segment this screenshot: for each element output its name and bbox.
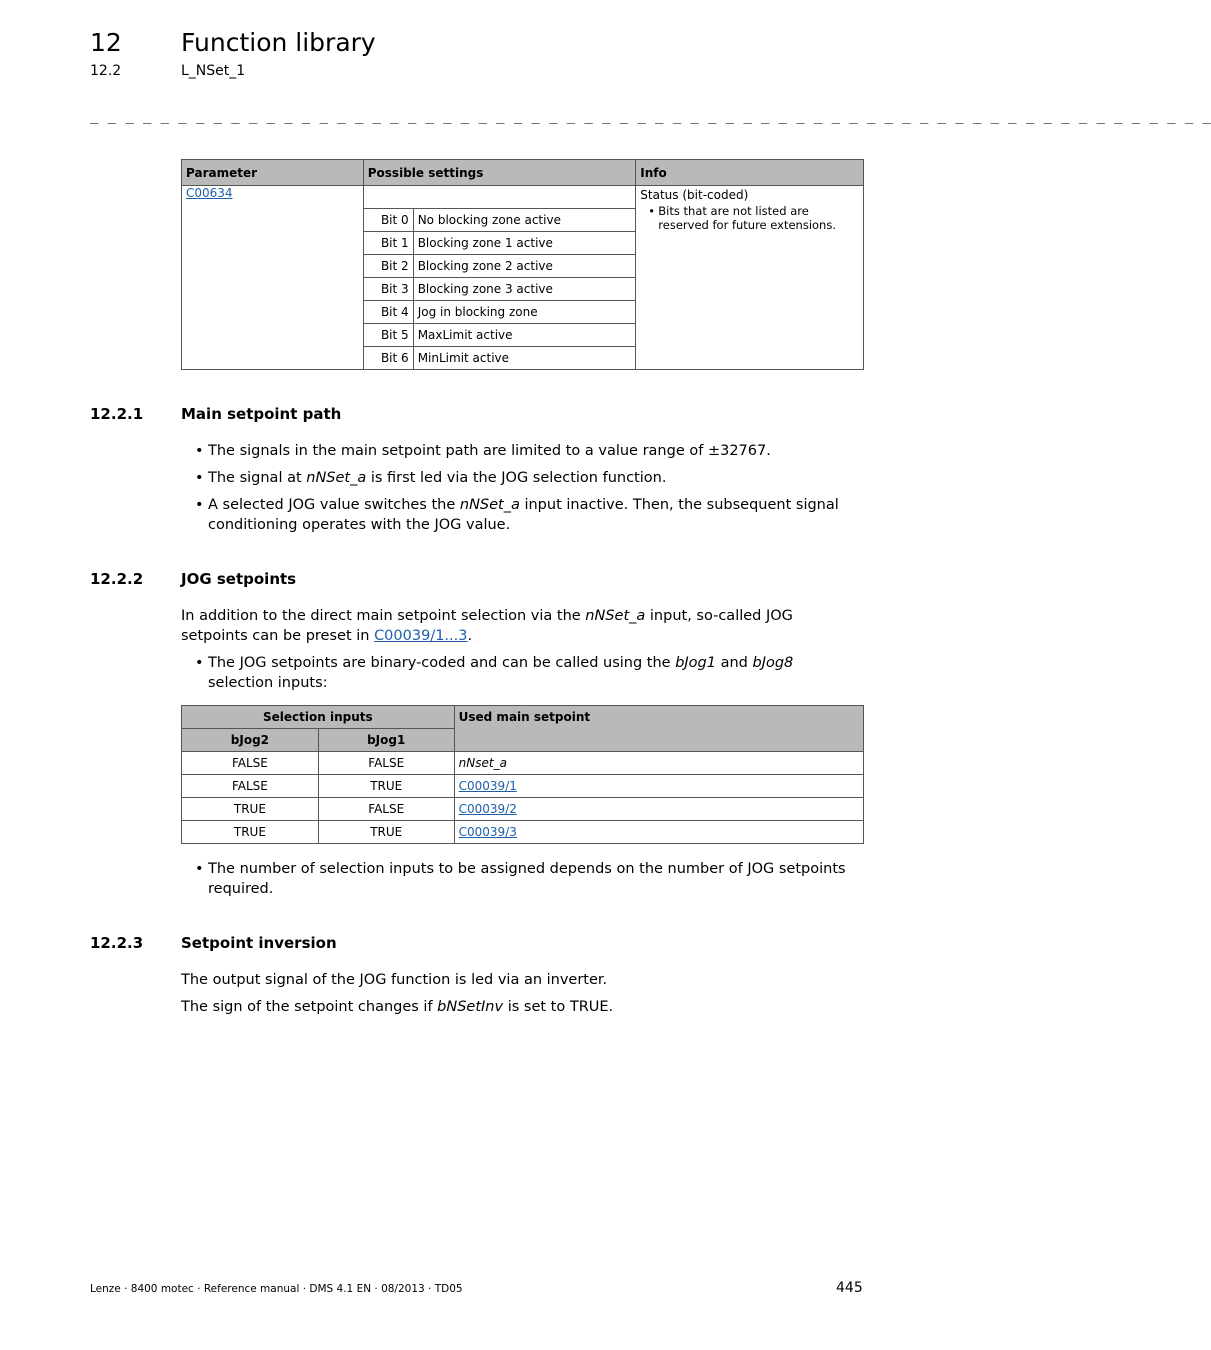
info-bullet: • Bits that are not listed are reserved for future extensions. [658,204,859,232]
subsection-title: Setpoint inversion [181,934,337,952]
parameter-link[interactable]: C00634 [186,186,233,200]
header-parameter: Parameter [182,160,364,186]
bit-desc: Blocking zone 3 active [413,278,636,301]
info-title: Status (bit-coded) [640,188,749,202]
settings-blank [363,186,636,209]
footer-text: Lenze · 8400 motec · Reference manual · DMS 4.1 EN · 08/2013 · TD05 [90,1283,463,1295]
subsection-number: 12.2.1 [90,405,144,423]
bit-label: Bit 6 [363,347,413,370]
subsection-title: JOG setpoints [181,570,297,588]
bullet-list [181,441,863,542]
bit-label: Bit 5 [363,324,413,347]
bit-label: Bit 2 [363,255,413,278]
table-row: FALSE TRUE C00039/1 [182,775,864,798]
table-row: FALSE FALSE nNset_a [182,752,864,775]
bit-desc: Jog in blocking zone [413,301,636,324]
jog-table [181,705,864,844]
header-used-setpoint: Used main setpoint [454,706,863,752]
header-possible-settings: Possible settings [363,160,636,186]
header-selection-inputs: Selection inputs [182,706,455,729]
bit-desc: Blocking zone 1 active [413,232,636,255]
list-item: • The signal at nNSet_a is first led via the JOG selection function. [181,468,863,488]
parameter-cell [182,186,364,370]
list-item: • The signals in the main setpoint path are limited to a value range of ±32767. [181,441,863,461]
chapter-title: Function library [181,28,376,57]
list-item: • The number of selection inputs to be assigned depends on the number of JOG setpoints required. [181,859,863,899]
paragraph: In addition to the direct main setpoint selection via the nNSet_a input, so-called JOG setpoints can be preset in C00039/1...3. [181,608,793,644]
list-item: • The JOG setpoints are binary-coded and can be called using the bJog1 and bJog8 selection inputs: [181,653,863,693]
chapter-number: 12 [90,28,122,57]
table-row: TRUE TRUE C00039/3 [182,821,864,844]
bit-label: Bit 3 [363,278,413,301]
info-list [640,204,859,232]
subsection-number: 12.2.3 [90,934,144,952]
bit-desc: No blocking zone active [413,209,636,232]
bullet-list [181,859,863,906]
header-info: Info [636,160,864,186]
setpoint-link[interactable]: C00039/3 [458,825,517,839]
page-number: 445 [836,1280,863,1296]
setpoint-link[interactable]: C00039/1 [458,779,517,793]
parameter-table [181,159,864,370]
subsection-title: Main setpoint path [181,405,342,423]
bit-desc: MaxLimit active [413,324,636,347]
bit-label: Bit 4 [363,301,413,324]
section-title: L_NSet_1 [181,63,246,79]
bit-label: Bit 0 [363,209,413,232]
bullet-list [181,653,863,700]
header-bjog1: bJog1 [318,729,454,752]
paragraph: The sign of the setpoint changes if bNSetInv is set to TRUE. [181,999,614,1015]
header-separator: _ _ _ _ _ _ _ _ _ _ _ _ _ _ _ _ _ _ _ _ _ _ _ _ _ _ _ _ _ _ _ _ _ _ _ _ _ _ _ _ _ _ _ _ _ _ _ _ _ _ _ _ _ _ _ _ _ _ _ _ _ _ _ _ [90,108,1211,124]
table-row: TRUE FALSE C00039/2 [182,798,864,821]
setpoint-value: nNset_a [458,756,507,770]
setpoint-link[interactable]: C00039/2 [458,802,517,816]
paragraph: The output signal of the JOG function is led via an inverter. [181,972,608,988]
bit-label: Bit 1 [363,232,413,255]
section-number: 12.2 [90,63,122,79]
info-cell [636,186,864,370]
jog-setpoint-link[interactable]: C00039/1...3 [374,628,468,644]
header-bjog2: bJog2 [182,729,319,752]
bit-desc: Blocking zone 2 active [413,255,636,278]
bit-desc: MinLimit active [413,347,636,370]
subsection-number: 12.2.2 [90,570,144,588]
list-item: • A selected JOG value switches the nNSet_a input inactive. Then, the subsequent signal conditioning operates with the JOG value. [181,495,863,535]
